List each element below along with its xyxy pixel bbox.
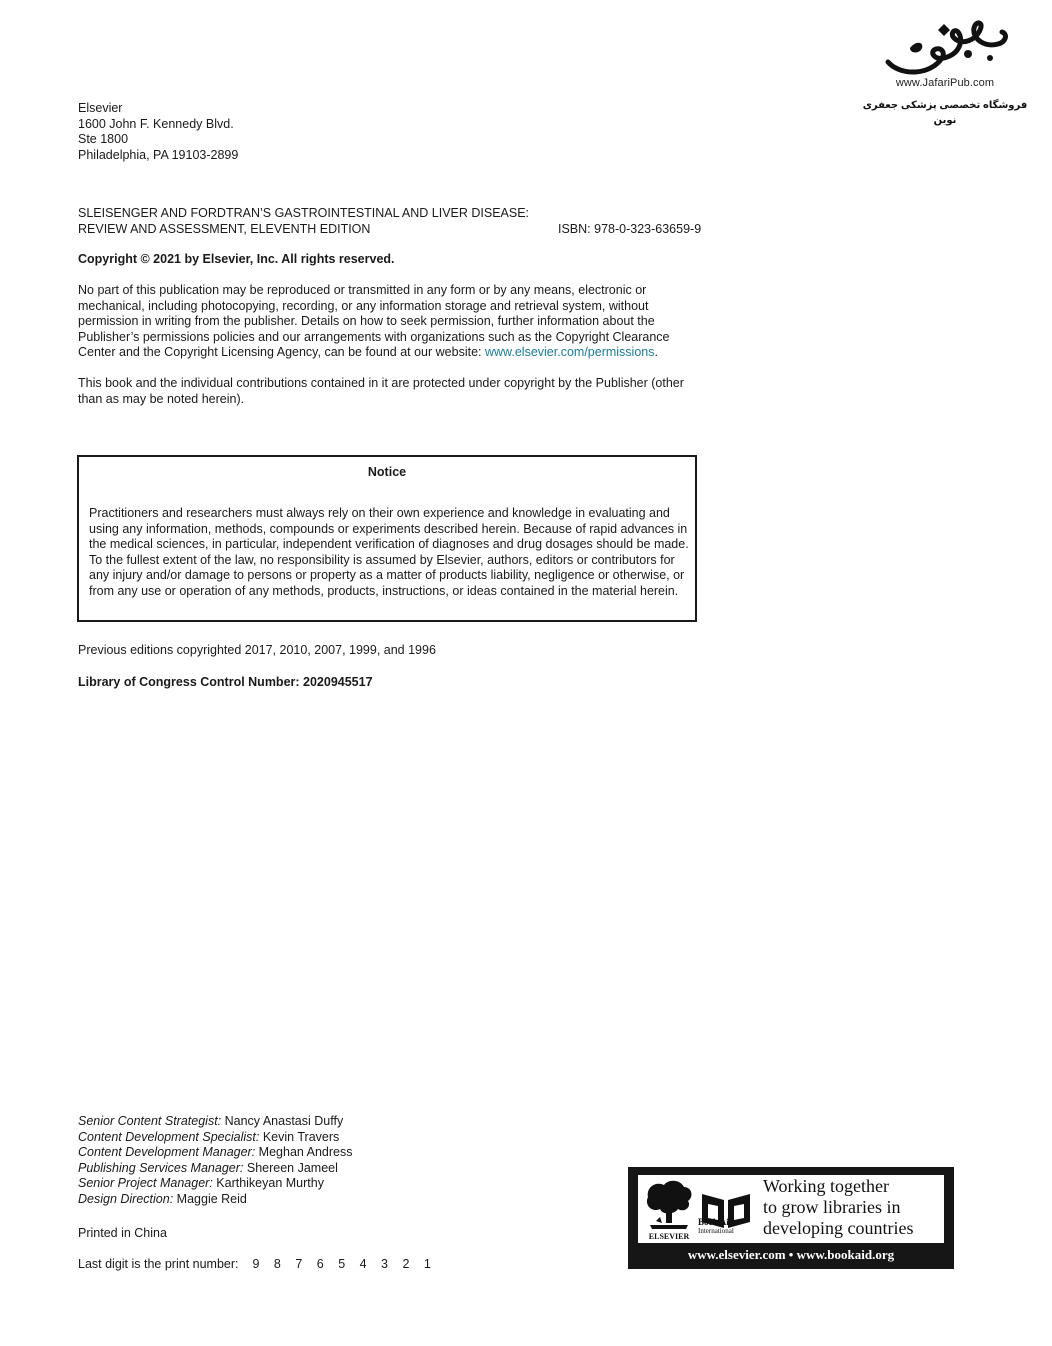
book-title-line: REVIEW AND ASSESSMENT, ELEVENTH EDITION xyxy=(78,221,371,236)
credit-line xyxy=(78,1130,352,1146)
credit-name: Meghan Andress xyxy=(258,1145,353,1159)
permissions-paragraph xyxy=(78,283,698,361)
watermark-logo xyxy=(860,18,1030,129)
slogan-line: Working together xyxy=(763,1176,890,1196)
credits-list xyxy=(78,1114,352,1207)
address-line: Ste 1800 xyxy=(78,132,129,146)
notice-box xyxy=(77,455,697,622)
print-number-label: Last digit is the print number: xyxy=(78,1257,239,1271)
credit-name: Nancy Anastasi Duffy xyxy=(224,1114,344,1128)
print-number-line xyxy=(78,1257,431,1273)
previous-editions: Previous editions copyrighted 2017, 2010, 2007, 1999, and 1996 xyxy=(78,643,436,657)
book-title-block xyxy=(78,206,702,237)
isbn: ISBN: 978-0-323-63659-9 xyxy=(558,221,702,236)
credit-line xyxy=(78,1161,352,1177)
credit-role: Content Development Specialist: xyxy=(78,1129,260,1144)
permissions-text: No part of this publication may be reproduced or transmitted in any form or by any means, electronic or mechanical, including photocopying, recording, or any information storage and retrieval system, without permission in writing from the publisher. Details on how to seek permission, further information about the Publisher’s permissions policies and our arrangements with organizations such as the Copyright Clearance Center and the Copyright Licensing Agency, can be found at our website: xyxy=(78,283,670,359)
credit-name: Maggie Reid xyxy=(176,1191,247,1206)
slogan-line: to grow libraries in xyxy=(763,1197,901,1217)
credit-role: Senior Content Strategist: xyxy=(78,1114,222,1128)
credit-role: Publishing Services Manager: xyxy=(78,1160,244,1175)
bookaid-subtitle: International xyxy=(698,1227,734,1235)
credit-role: Design Direction: xyxy=(78,1191,174,1206)
permissions-end: . xyxy=(654,345,658,359)
credit-line xyxy=(78,1192,352,1208)
credit-name: Karthikeyan Murthy xyxy=(216,1176,324,1190)
address-line: 1600 John F. Kennedy Blvd. xyxy=(78,116,234,131)
address-line: Elsevier xyxy=(78,101,123,115)
slogan-line: developing countries xyxy=(763,1218,914,1238)
notice-body: Practitioners and researchers must always rely on their own experience and knowledge in evaluating and using any information, methods, compounds or experiments described herein. Because of rapid advances in the medical sciences, in particular, independent verification of diagnoses and drug dosages should be made. To the fullest extent of the law, no responsibility is assumed by Elsevier, authors, editors or contributors for any injury and/or damage to persons or property as a matter of products liability, negligence or otherwise, or from any use or operation of any methods, products, instructions, or ideas contained in the material herein. xyxy=(89,506,689,598)
watermark-store-name: فروشگاه تخصصی پزشکی جعفری نوین xyxy=(862,99,1028,126)
copyright-statement: Copyright © 2021 by Elsevier, Inc. All rights reserved. xyxy=(78,252,395,266)
credit-name: Shereen Jameel xyxy=(246,1160,338,1175)
notice-title: Notice xyxy=(367,465,407,479)
bookaid-urls[interactable]: www.elsevier.com • www.bookaid.org xyxy=(687,1247,895,1262)
calligraphy-logo-icon xyxy=(880,18,1010,76)
protection-paragraph: This book and the individual contributions contained in it are protected under copyright by the Publisher (other than as may be noted herein). xyxy=(78,376,684,406)
printed-in: Printed in China xyxy=(78,1226,167,1240)
book-title-line: SLEISENGER AND FORDTRAN’S GASTROINTESTINAL AND LIVER DISEASE: xyxy=(78,206,530,220)
bookaid-title: Book Aid xyxy=(698,1217,734,1227)
credit-name: Kevin Travers xyxy=(262,1129,340,1144)
bookaid-slogan xyxy=(763,1176,943,1239)
loc-control-number: Library of Congress Control Number: 2020945517 xyxy=(78,675,373,689)
bookaid-inner-panel xyxy=(638,1175,944,1243)
print-number-digits: 9 8 7 6 5 4 3 2 1 xyxy=(252,1257,431,1271)
address-line: Philadelphia, PA 19103-2899 xyxy=(78,147,239,162)
bookaid-label xyxy=(698,1218,758,1236)
credit-role: Content Development Manager: xyxy=(78,1145,256,1159)
bookaid-banner xyxy=(628,1167,954,1269)
publisher-address xyxy=(78,101,238,163)
permissions-link[interactable]: www.elsevier.com/permissions xyxy=(484,345,655,359)
credit-line xyxy=(78,1145,352,1161)
watermark-url: www.JafariPub.com xyxy=(895,77,995,89)
credit-line xyxy=(78,1176,352,1192)
credit-role: Senior Project Manager: xyxy=(78,1176,213,1190)
credit-line xyxy=(78,1114,352,1130)
elsevier-label: ELSEVIER xyxy=(648,1232,690,1241)
